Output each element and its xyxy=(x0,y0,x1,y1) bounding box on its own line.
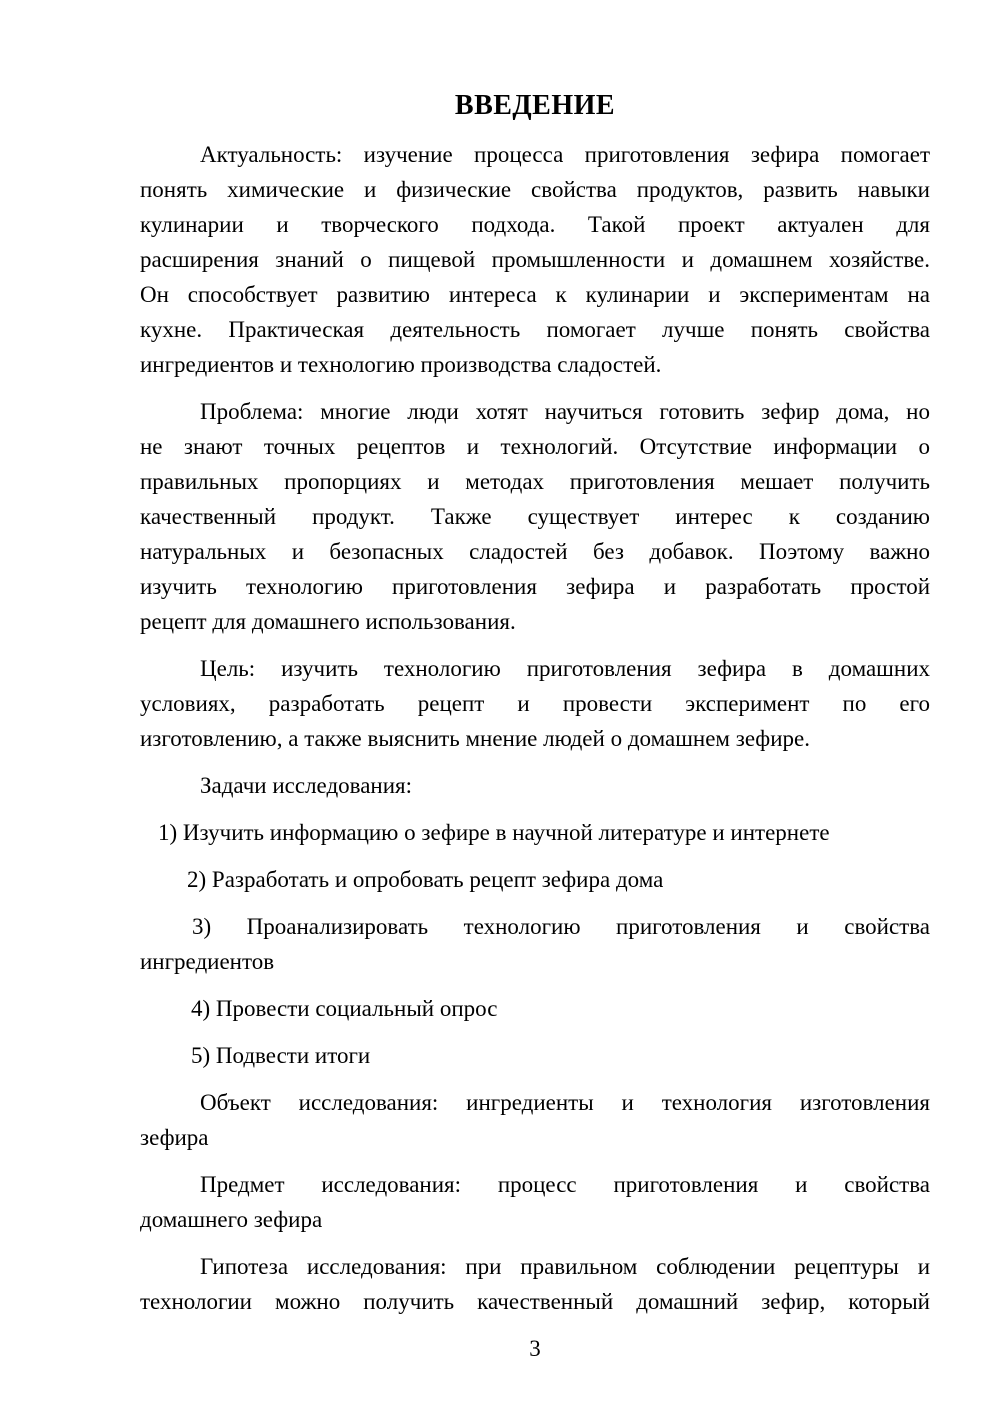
text-line: условиях, разработать рецепт и провести эксперимент по его xyxy=(140,691,930,716)
text-line: Актуальность: изучение процесса приготовления зефира помогает xyxy=(200,142,930,167)
text-line: 3) Проанализировать технологию приготовления и свойства xyxy=(192,914,930,939)
text-line: правильных пропорциях и методах приготовления мешает получить xyxy=(140,469,930,494)
text-line: 5) Подвести итоги xyxy=(191,1043,371,1068)
text-line: качественный продукт. Также существует интерес к созданию xyxy=(140,504,930,529)
text-line: 4) Провести социальный опрос xyxy=(191,996,498,1021)
task-item-3 xyxy=(140,909,930,979)
task-item-4 xyxy=(140,991,930,1026)
text-line: не знают точных рецептов и технологий. Отсутствие информации о xyxy=(140,434,930,459)
text-line: кулинарии и творческого подхода. Такой проект актуален для xyxy=(140,212,930,237)
text-line: Гипотеза исследования: при правильном соблюдении рецептуры и xyxy=(200,1254,930,1279)
text-line: домашнего зефира xyxy=(140,1207,323,1232)
text-line: Объект исследования: ингредиенты и технология изготовления xyxy=(200,1090,930,1115)
task-item-5 xyxy=(140,1038,930,1073)
paragraph-problem xyxy=(140,394,930,639)
text-line: Проблема: многие люди хотят научиться готовить зефир дома, но xyxy=(200,399,930,424)
text-line: изучить технологию приготовления зефира и разработать простой xyxy=(140,574,930,599)
text-line: натуральных и безопасных сладостей без добавок. Поэтому важно xyxy=(140,539,930,564)
text-line: рецепт для домашнего использования. xyxy=(140,609,516,634)
page-number: 3 xyxy=(529,1336,541,1361)
text-line: Цель: изучить технологию приготовления зефира в домашних xyxy=(200,656,930,681)
text-line: технологии можно получить качественный домашний зефир, который xyxy=(140,1289,930,1314)
text-line: ингредиентов xyxy=(140,949,275,974)
paragraph-object xyxy=(140,1085,930,1155)
task-item-1 xyxy=(140,815,930,850)
text-line: ингредиентов и технологию производства сладостей. xyxy=(140,352,662,377)
text-line: зефира xyxy=(140,1125,209,1150)
text-line: кухне. Практическая деятельность помогает лучше понять свойства xyxy=(140,317,930,342)
paragraph-goal xyxy=(140,651,930,756)
text-line: 1) Изучить информацию о зефире в научной литературе и интернете xyxy=(158,820,830,845)
text-line: 2) Разработать и опробовать рецепт зефира дома xyxy=(187,867,664,892)
paragraph-hypothesis xyxy=(140,1249,930,1319)
tasks-heading xyxy=(140,768,930,803)
text-line: Он способствует развитию интереса к кулинарии и экспериментам на xyxy=(140,282,930,307)
page-title: ВВЕДЕНИЕ xyxy=(454,90,616,121)
text-line: расширения знаний о пищевой промышленности и домашнем хозяйстве. xyxy=(140,247,930,272)
task-item-2 xyxy=(140,862,930,897)
paragraph-subject xyxy=(140,1167,930,1237)
text-line: понять химические и физические свойства продуктов, развить навыки xyxy=(140,177,930,202)
text-line: Задачи исследования: xyxy=(200,773,413,798)
text-line: Предмет исследования: процесс приготовления и свойства xyxy=(200,1172,930,1197)
paragraph-relevance xyxy=(140,137,930,382)
text-line: изготовлению, а также выяснить мнение людей о домашнем зефире. xyxy=(140,726,810,751)
